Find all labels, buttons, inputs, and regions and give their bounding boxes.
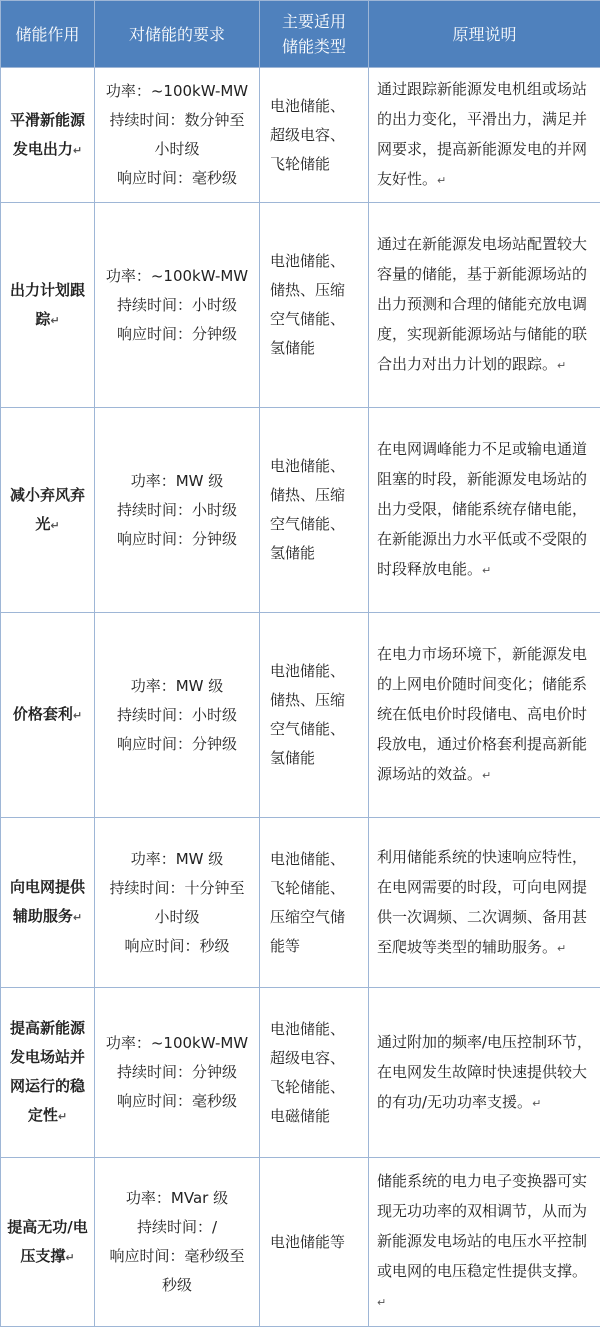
row-function: 价格套利↵: [1, 613, 95, 818]
row-types: 电池储能、 飞轮储能、 压缩空气储 能等: [260, 818, 369, 988]
row-types: 电池储能、 超级电容、 飞轮储能: [260, 68, 369, 203]
table-row: [1, 988, 600, 1158]
table-row: [1, 68, 600, 203]
row-description: 储能系统的电力电子变换器可实现无功功率的双相调节，从而为新能源发电场站的电压水平控制或电网的电压稳定性提供支撑。↵: [369, 1158, 600, 1327]
table-header: [1, 1, 600, 68]
table-row: [1, 408, 600, 613]
row-description: 在电力市场环境下，新能源发电的上网电价随时间变化；储能系统在低电价时段储电、高电价时段放电，通过价格套利提高新能源场站的效益。↵: [369, 613, 600, 818]
header-function: 储能作用: [1, 1, 95, 68]
table-row: [1, 203, 600, 408]
row-function: 平滑新能源发电出力↵: [1, 68, 95, 203]
table-row: [1, 613, 600, 818]
row-types: 电池储能、 储热、压缩 空气储能、 氢储能: [260, 408, 369, 613]
row-requirements: 功率：~100kW-MW 持续时间：数分钟至 小时级 响应时间：毫秒级: [95, 68, 260, 203]
row-function: 提高新能源发电场站并网运行的稳定性↵: [1, 988, 95, 1158]
row-description: 利用储能系统的快速响应特性，在电网需要的时段，可向电网提供一次调频、二次调频、备用甚至爬坡等类型的辅助服务。↵: [369, 818, 600, 988]
row-types: 电池储能、 超级电容、 飞轮储能、 电磁储能: [260, 988, 369, 1158]
row-requirements: 功率：~100kW-MW 持续时间：分钟级 响应时间：毫秒级: [95, 988, 260, 1158]
table-row: [1, 818, 600, 988]
row-function: 提高无功/电压支撑↵: [1, 1158, 95, 1327]
row-description: 在电网调峰能力不足或输电通道阻塞的时段，新能源发电场站的出力受限，储能系统存储电能，在新能源出力水平低或不受限的时段释放电能。↵: [369, 408, 600, 613]
row-description: 通过附加的频率/电压控制环节，在电网发生故障时快速提供较大的有功/无功功率支援。↵: [369, 988, 600, 1158]
header-description: 原理说明: [369, 1, 600, 68]
row-types: 电池储能、 储热、压缩 空气储能、 氢储能: [260, 613, 369, 818]
row-requirements: 功率：MW 级 持续时间：小时级 响应时间：分钟级: [95, 408, 260, 613]
row-description: 通过跟踪新能源发电机组或场站的出力变化，平滑出力，满足并网要求，提高新能源发电的并网友好性。↵: [369, 68, 600, 203]
row-types: 电池储能、 储热、压缩 空气储能、 氢储能: [260, 203, 369, 408]
header-types: 主要适用 储能类型: [260, 1, 369, 68]
table-row: [1, 1158, 600, 1327]
header-requirements: 对储能的要求: [95, 1, 260, 68]
row-requirements: 功率：MVar 级 持续时间：/ 响应时间：毫秒级至 秒级: [95, 1158, 260, 1327]
row-requirements: 功率：~100kW-MW 持续时间：小时级 响应时间：分钟级: [95, 203, 260, 408]
row-function: 出力计划跟踪↵: [1, 203, 95, 408]
header-row: [1, 1, 600, 68]
row-requirements: 功率：MW 级 持续时间：小时级 响应时间：分钟级: [95, 613, 260, 818]
row-requirements: 功率：MW 级 持续时间：十分钟至 小时级 响应时间：秒级: [95, 818, 260, 988]
row-function: 减小弃风弃光↵: [1, 408, 95, 613]
row-function: 向电网提供辅助服务↵: [1, 818, 95, 988]
row-description: 通过在新能源发电场站配置较大容量的储能，基于新能源场站的出力预测和合理的储能充放电调度，实现新能源场站与储能的联合出力对出力计划的跟踪。↵: [369, 203, 600, 408]
row-types: 电池储能等: [260, 1158, 369, 1327]
